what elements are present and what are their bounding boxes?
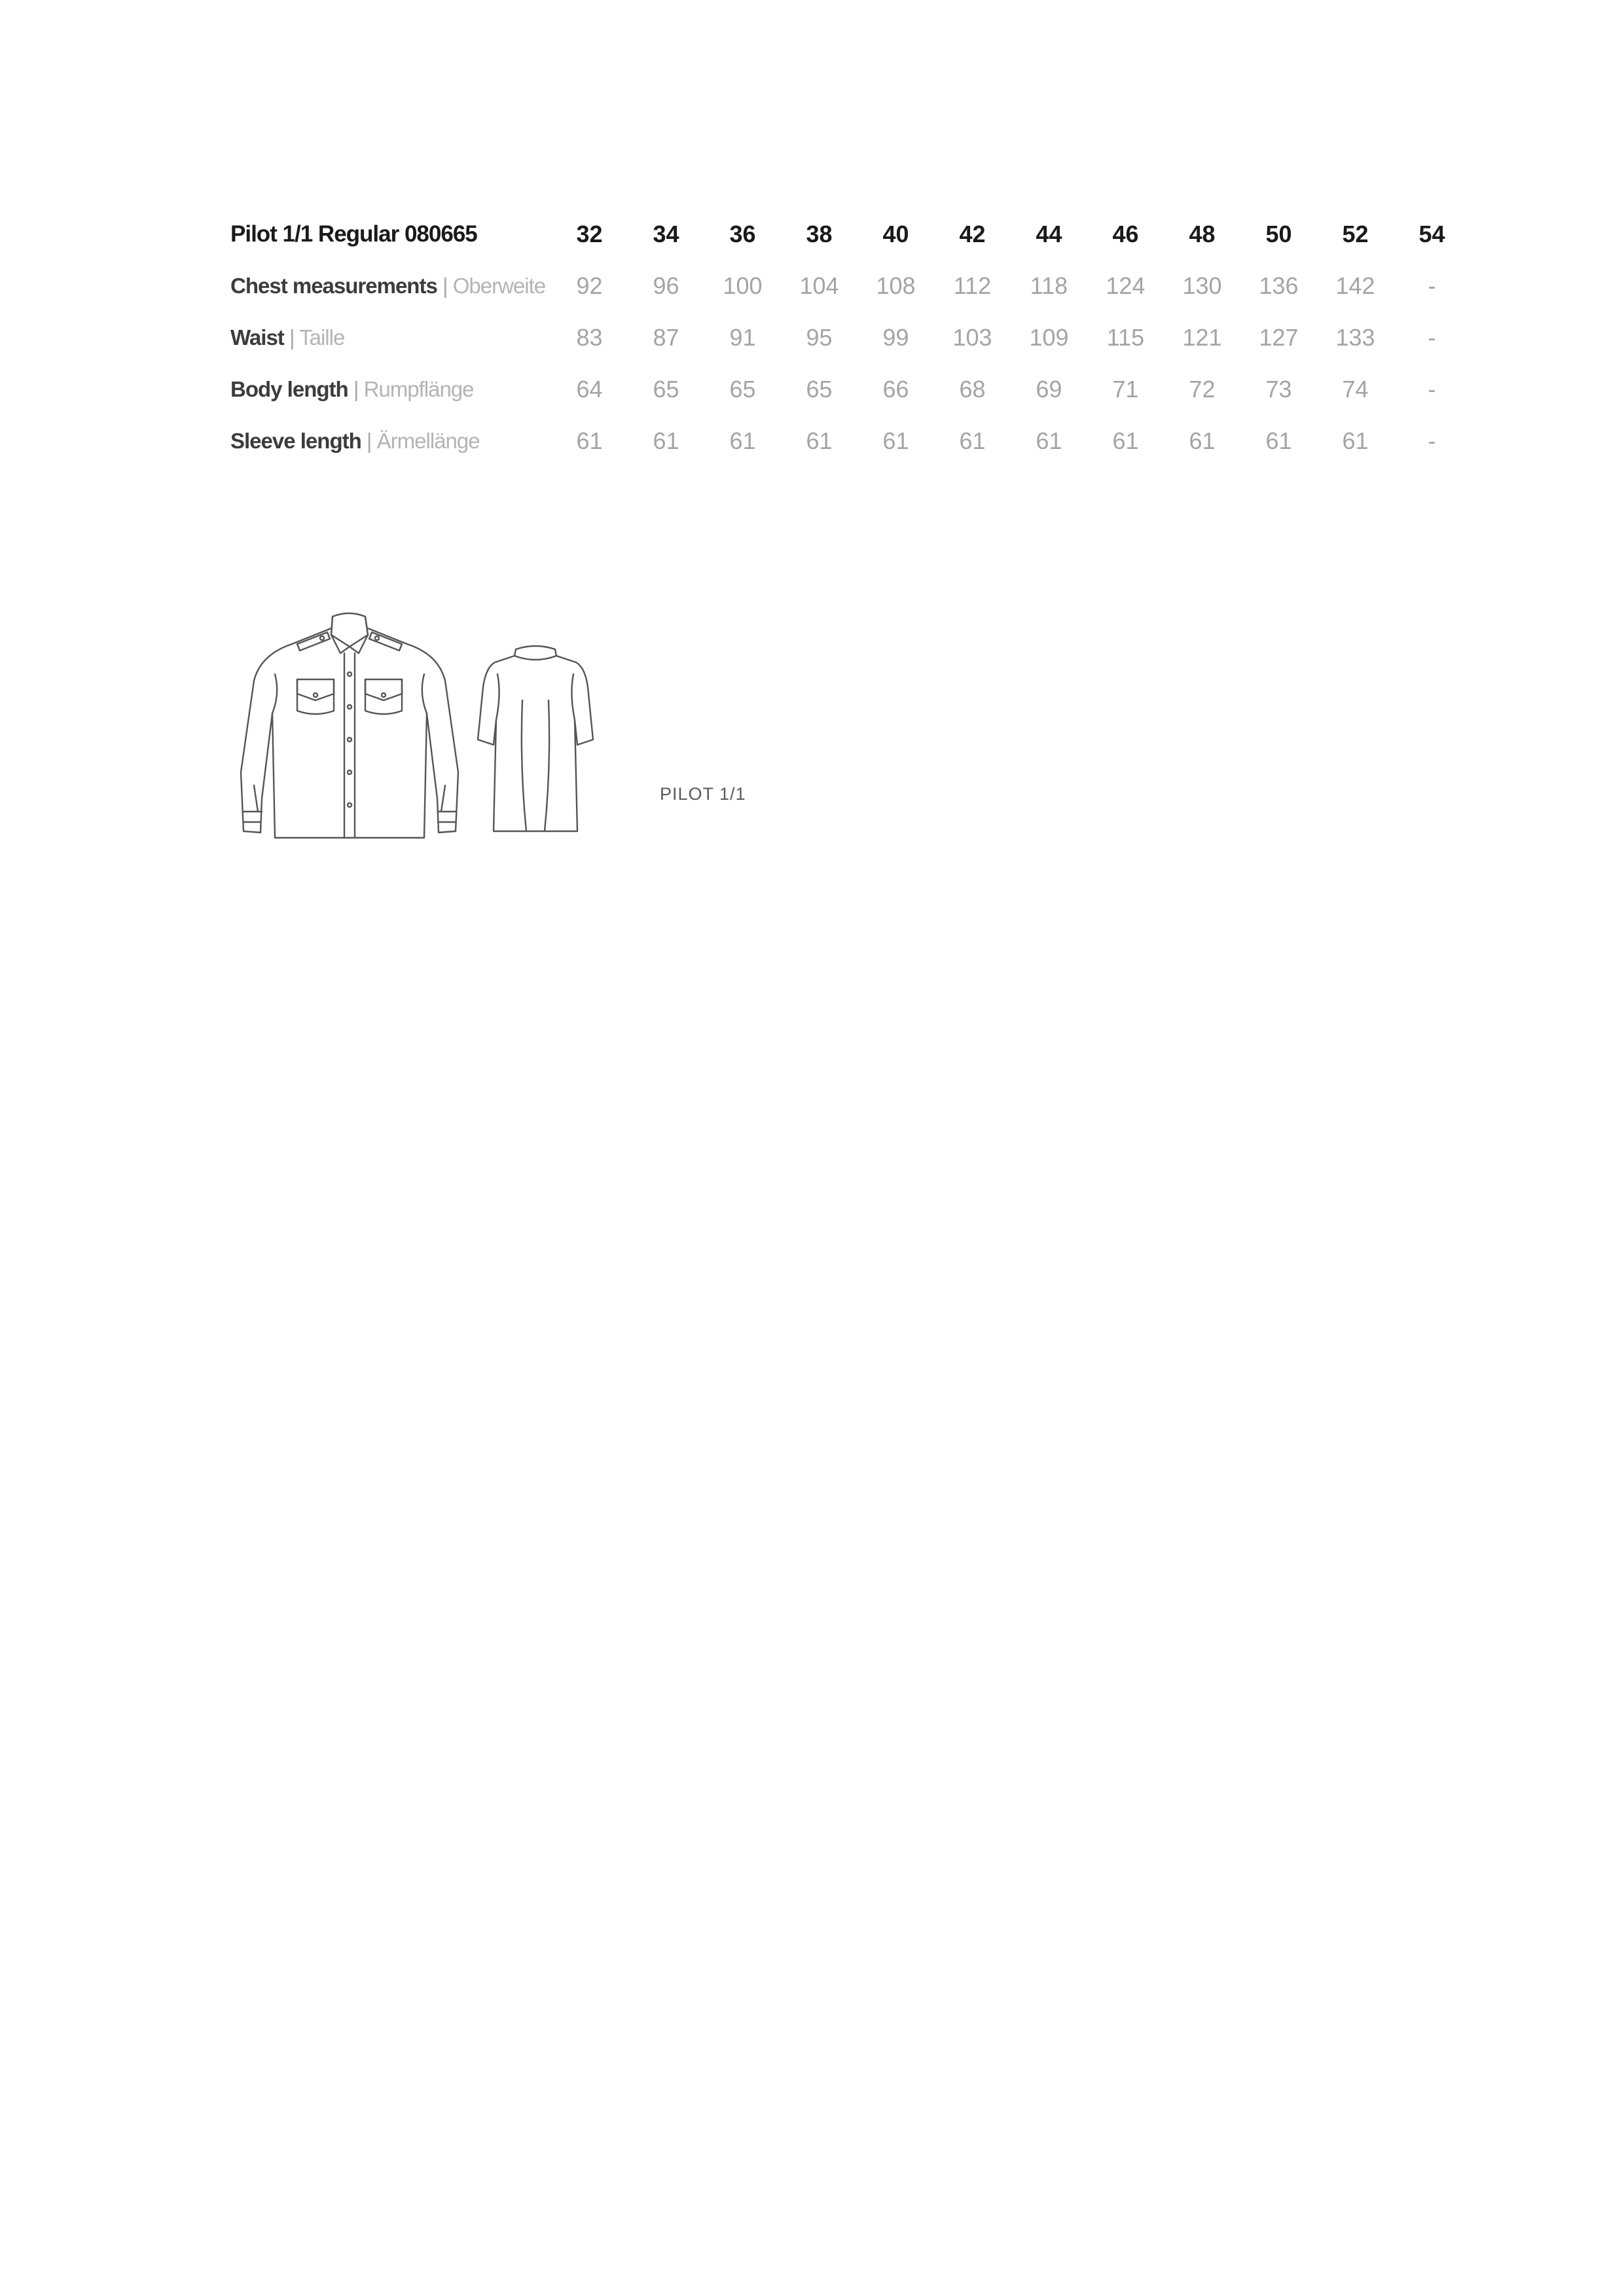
measurement-label: [230, 260, 551, 312]
measurement-value: 69: [1036, 375, 1062, 403]
measurement-value: 112: [953, 272, 992, 299]
measurement-value: 115: [1106, 323, 1145, 351]
measurement-value: 61: [1189, 427, 1216, 454]
measurement-value: 61: [1112, 427, 1139, 454]
measurement-value: 65: [729, 375, 756, 403]
measurement-value: 142: [1335, 272, 1375, 299]
measurement-value: 61: [1342, 427, 1369, 454]
shirt-back-drawing: [478, 646, 593, 831]
table-row: [230, 312, 1470, 363]
measurement-label-en: Chest measurements: [230, 273, 437, 298]
measurement-value: 74: [1342, 375, 1369, 403]
measurement-value: 92: [576, 272, 603, 299]
measurement-value: -: [1428, 427, 1436, 454]
measurement-label: [230, 415, 551, 467]
measurement-label-de: Ärmellänge: [376, 428, 480, 453]
size-chart-table: [230, 208, 1470, 467]
measurement-value: 61: [806, 427, 833, 454]
measurement-value: 87: [653, 323, 679, 351]
size-header: 52: [1342, 220, 1369, 247]
measurement-value: -: [1428, 272, 1436, 299]
size-header: 48: [1189, 220, 1216, 247]
measurement-value: 136: [1259, 272, 1299, 299]
table-row: [230, 415, 1470, 467]
label-separator: |: [437, 273, 453, 298]
size-header: 46: [1112, 220, 1139, 247]
measurement-value: 130: [1182, 272, 1222, 299]
measurement-value: 83: [576, 323, 603, 351]
measurement-value: 118: [1030, 272, 1068, 299]
measurement-value: 61: [1036, 427, 1062, 454]
label-separator: |: [348, 376, 364, 401]
size-header: 54: [1418, 220, 1445, 247]
measurement-value: 66: [882, 375, 909, 403]
measurement-value: 61: [882, 427, 909, 454]
measurement-value: 124: [1106, 272, 1146, 299]
measurement-label-de: Oberweite: [452, 273, 546, 298]
size-header: 36: [729, 220, 756, 247]
measurement-value: 65: [806, 375, 833, 403]
measurement-label: [230, 312, 551, 363]
product-title: Pilot 1/1 Regular 080665: [230, 221, 477, 247]
size-header-row: [230, 208, 1470, 260]
measurement-value: 121: [1182, 323, 1222, 351]
measurement-value: 127: [1259, 323, 1299, 351]
measurement-value: 61: [1265, 427, 1292, 454]
size-header: 34: [653, 220, 679, 247]
measurement-value: 95: [806, 323, 833, 351]
size-header: 44: [1036, 220, 1062, 247]
measurement-value: 68: [959, 375, 986, 403]
table-row: [230, 260, 1470, 312]
measurement-value: 73: [1265, 375, 1292, 403]
size-header: 50: [1265, 220, 1292, 247]
measurement-value: 61: [729, 427, 756, 454]
measurement-value: 61: [653, 427, 679, 454]
measurement-label: [230, 363, 551, 415]
size-header: 40: [882, 220, 909, 247]
size-header: 42: [959, 220, 986, 247]
illustration-caption: PILOT 1/1: [660, 784, 746, 804]
measurement-value: 103: [952, 323, 992, 351]
measurement-value: 99: [882, 323, 909, 351]
measurement-label-de: Rumpflänge: [363, 376, 474, 401]
measurement-label-en: Waist: [230, 325, 284, 350]
measurement-value: 100: [723, 272, 763, 299]
shirt-front-drawing: [241, 613, 458, 838]
measurement-value: -: [1428, 323, 1436, 351]
measurement-value: 91: [729, 323, 756, 351]
measurement-value: 64: [576, 375, 603, 403]
table-row: [230, 363, 1470, 415]
measurement-value: 65: [653, 375, 679, 403]
measurement-value: 61: [576, 427, 603, 454]
label-separator: |: [361, 428, 377, 453]
measurement-value: 72: [1189, 375, 1216, 403]
size-header: 32: [576, 220, 603, 247]
measurement-value: 108: [876, 272, 916, 299]
measurement-value: 104: [799, 272, 839, 299]
shirt-illustration: [234, 602, 666, 857]
measurement-value: 71: [1112, 375, 1139, 403]
measurement-value: 96: [653, 272, 679, 299]
measurement-value: 109: [1029, 323, 1069, 351]
measurement-value: -: [1428, 375, 1436, 403]
measurement-label-de: Taille: [299, 325, 345, 350]
size-header: 38: [806, 220, 833, 247]
measurement-value: 133: [1335, 323, 1375, 351]
measurement-label-en: Sleeve length: [230, 428, 361, 453]
measurement-value: 61: [959, 427, 986, 454]
label-separator: |: [283, 325, 300, 350]
measurement-label-en: Body length: [230, 376, 348, 401]
